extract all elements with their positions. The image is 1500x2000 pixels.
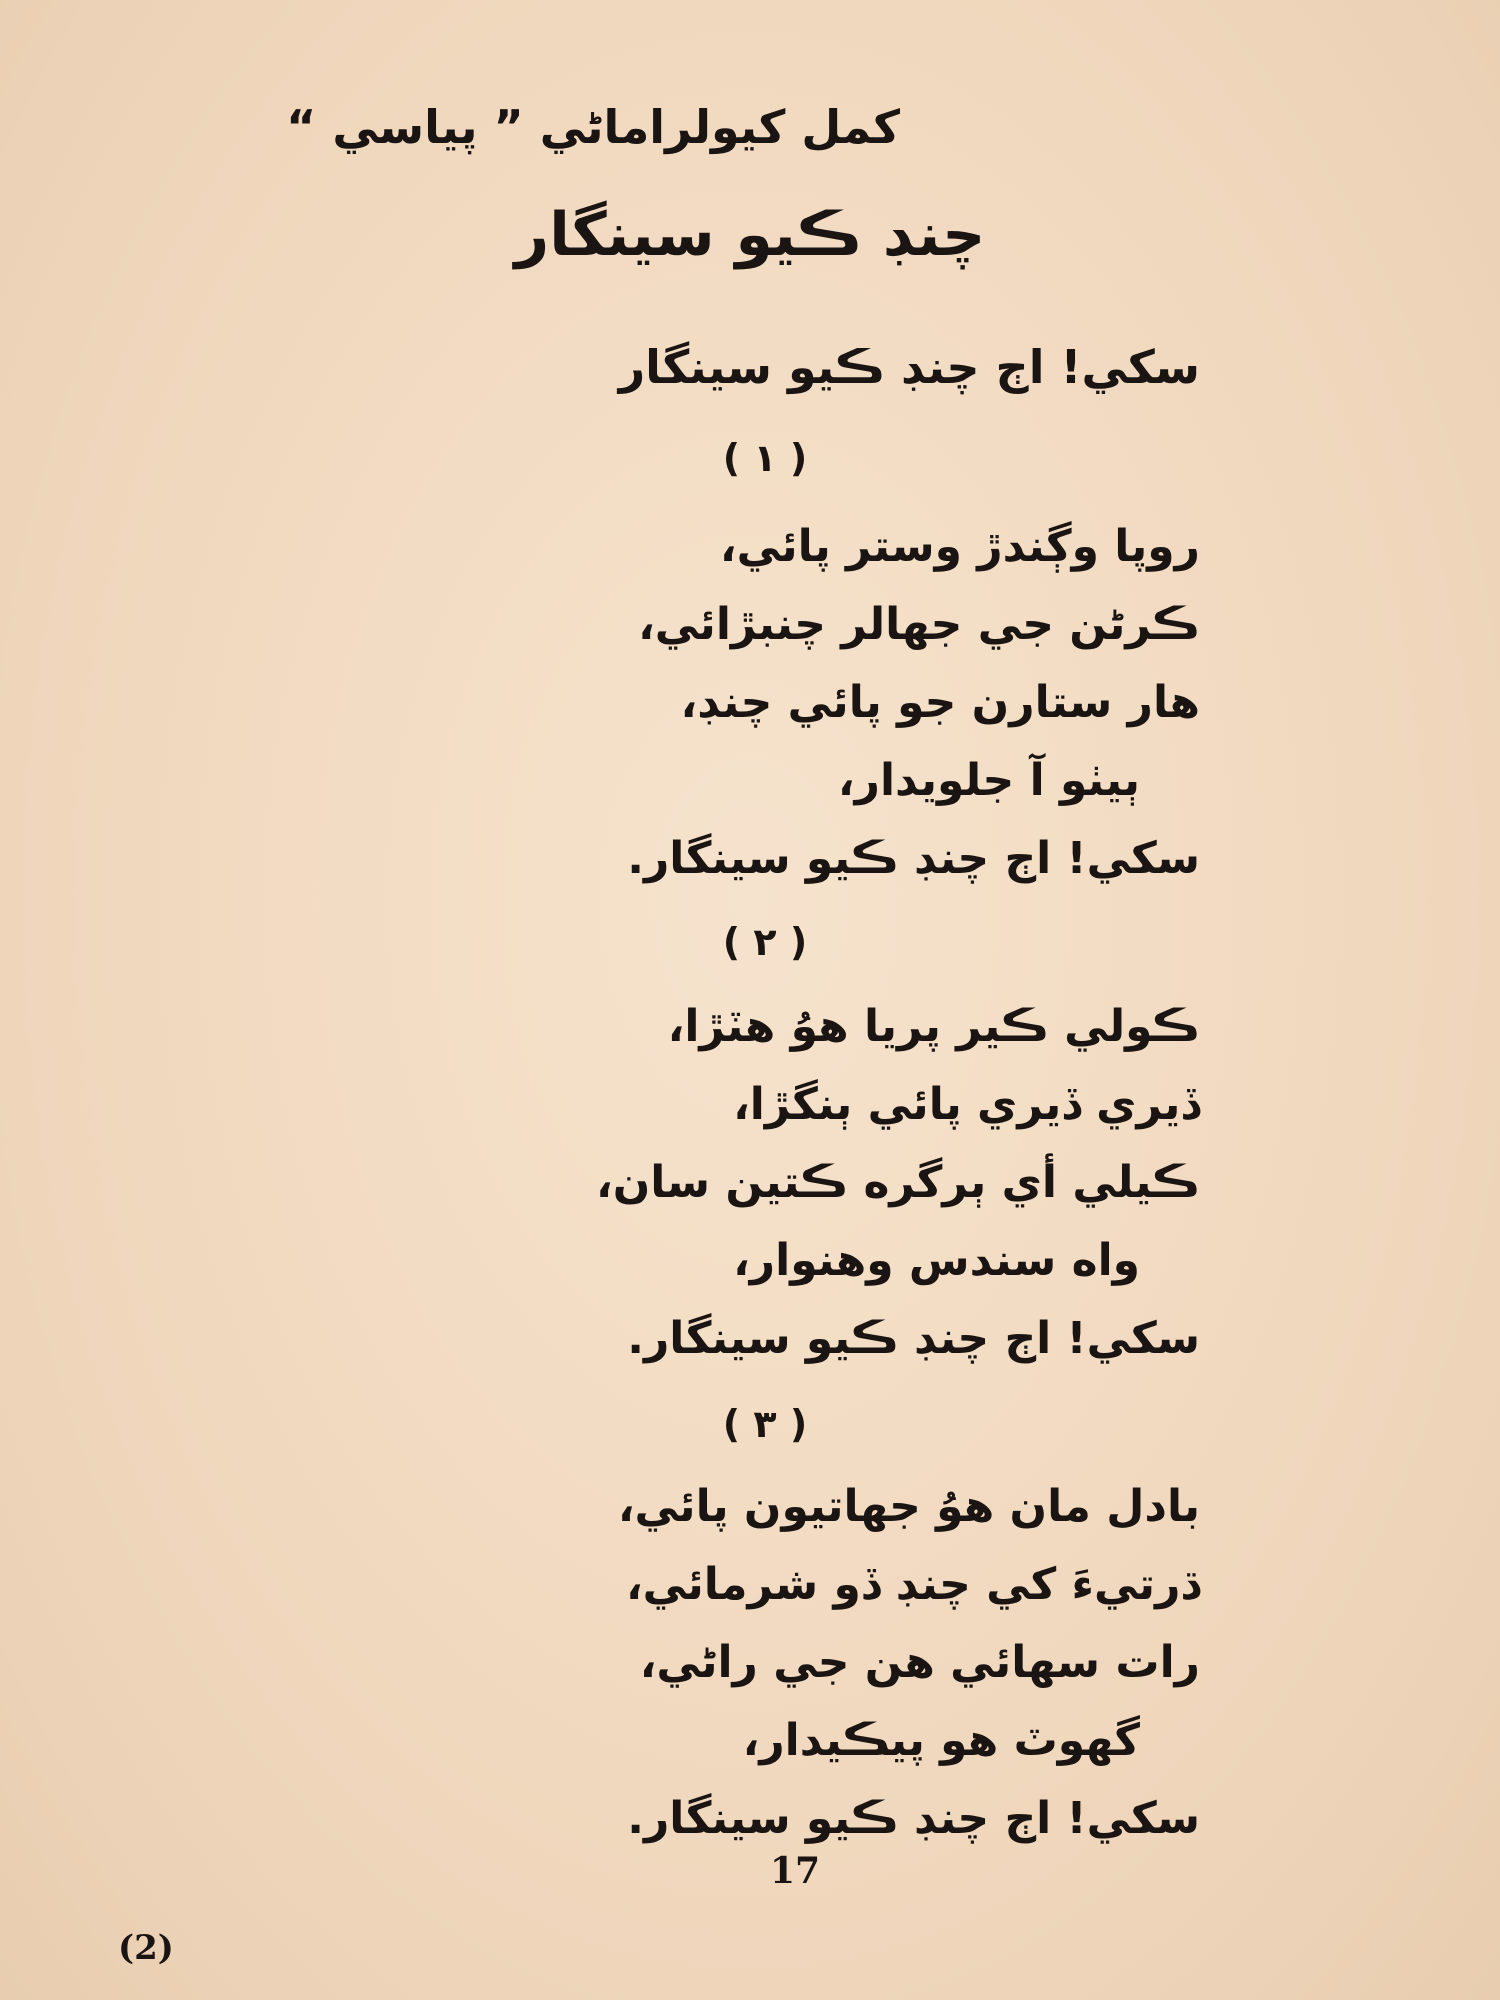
verse-line: گهوٽ هو پيڪيدار،	[742, 1715, 1140, 1766]
stanza-3	[300, 1468, 1200, 1858]
verse-line: ڪرڻن جي جهالر چنبڙائي،	[638, 599, 1200, 650]
verse-line: واه سندس وهنوار،	[733, 1235, 1140, 1286]
verse-line: ڏيري ڏيري پائي ٻنگڙا،	[733, 1079, 1200, 1130]
stanza-number-3: ( ٣ )	[722, 1402, 808, 1446]
verse-line: بادل مان هوُ جهاتيون پائي،	[617, 1481, 1200, 1532]
verse-line: ڪيلي أي ٻرگره ڪتين سان،	[595, 1157, 1200, 1208]
signature-mark: (2)	[118, 1928, 174, 1968]
verse-line: رات سهائي هن جي راڻي،	[639, 1637, 1200, 1688]
opening-refrain: سکي! اڄ چنڊ ڪيو سينگار	[618, 340, 1200, 394]
verse-line: ٻيٺو آ جلويدار،	[837, 755, 1140, 806]
refrain-line: سکي! اڄ چنڊ ڪيو سينگار.	[627, 833, 1200, 884]
refrain-line: سکي! اڄ چنڊ ڪيو سينگار.	[627, 1313, 1200, 1364]
stanza-number-2: ( ٢ )	[722, 920, 808, 964]
verse-line: ڌرتيءَ کي چنڊ ڏو شرمائي،	[625, 1559, 1200, 1610]
author-line: كمل كيولراماڻي ” پياسي “	[286, 100, 900, 154]
refrain-line: سکي! اڄ چنڊ ڪيو سينگار.	[627, 1793, 1200, 1844]
page-number: 17	[769, 1850, 821, 1892]
verse-line: هار ستارن جو پائي چنڊ،	[680, 677, 1200, 728]
stanza-number-1: ( ١ )	[722, 436, 808, 480]
stanza-1	[300, 508, 1200, 898]
verse-line: ڪولي ڪير پريا هوُ هٽڙا،	[667, 1001, 1200, 1052]
stanza-2	[300, 988, 1200, 1378]
poem-title: چنڊ ڪيو سينگار	[514, 200, 986, 270]
verse-line: روپا وڳندڙ وستر پائي،	[719, 521, 1200, 572]
